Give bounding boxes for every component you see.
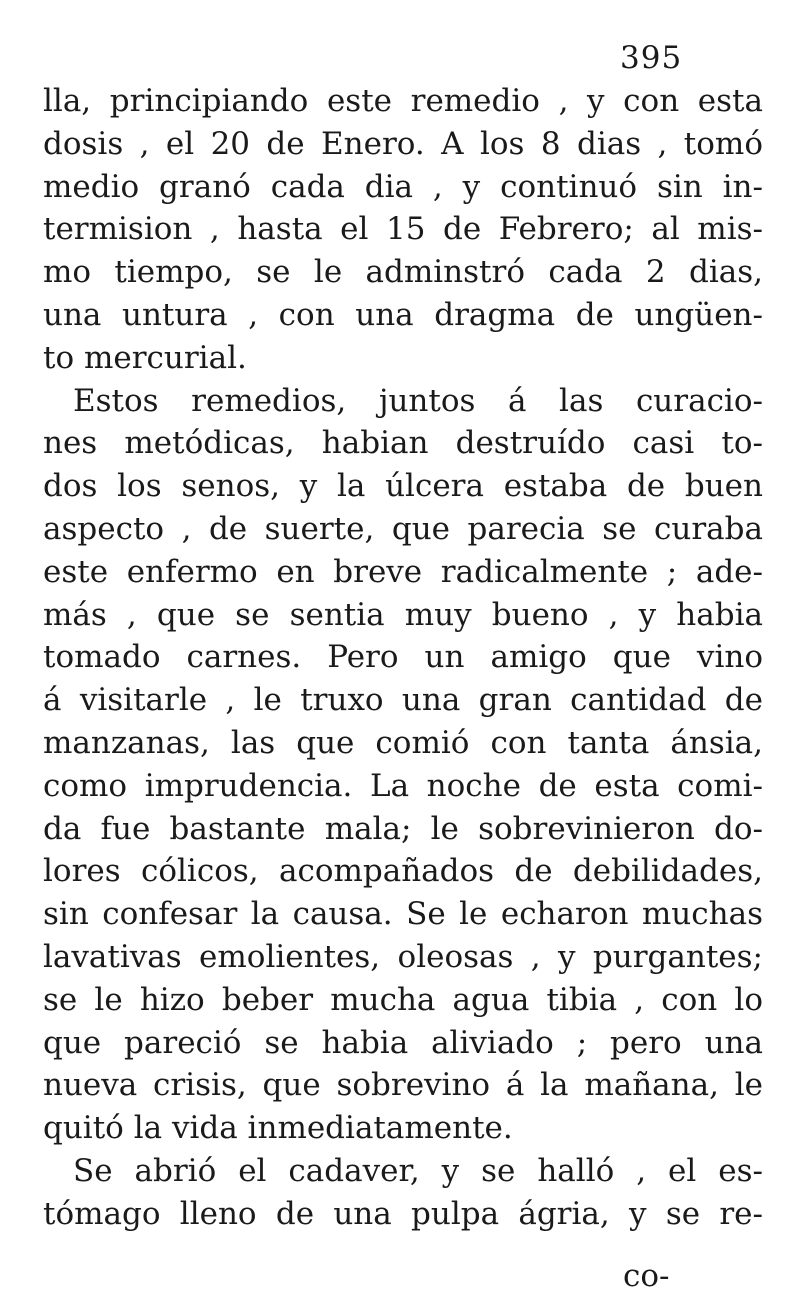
text-line: aspecto , de suerte, que parecia se curaba <box>43 510 763 547</box>
text-line: nueva crisis, que sobrevino á la mañana, le <box>43 1067 763 1104</box>
text-line: dosis , el 20 de Enero. A los 8 dias , tomó <box>43 125 763 162</box>
text-line: como imprudencia. La noche de esta comi- <box>43 767 763 804</box>
text-line: manzanas, las que comió con tanta ánsia, <box>43 724 763 761</box>
text-line: da fue bastante mala; le sobrevinieron do- <box>43 810 763 847</box>
text-line: lavativas emolientes, oleosas , y purgantes; <box>43 938 763 975</box>
body-text <box>43 80 763 1236</box>
text-line: tómago lleno de una pulpa ágria, y se re- <box>43 1195 763 1232</box>
text-line: á visitarle , le truxo una gran cantidad de <box>43 682 763 719</box>
text-line: este enfermo en breve radicalmente ; ade- <box>43 553 763 590</box>
text-line: sin confesar la causa. Se le echaron muchas <box>43 896 763 933</box>
text-line: una untura , con una dragma de ungüen- <box>43 296 763 333</box>
text-line: nes metódicas, habian destruído casi to- <box>43 425 763 462</box>
text-line: dos los senos, y la úlcera estaba de buen <box>43 468 763 505</box>
page-number: 395 <box>620 40 683 76</box>
text-line: Se abrió el cadaver, y se halló , el es- <box>73 1152 763 1189</box>
text-line: que pareció se habia aliviado ; pero una <box>43 1024 763 1061</box>
text-line: se le hizo beber mucha agua tibia , con lo <box>43 981 763 1018</box>
text-line: tomado carnes. Pero un amigo que vino <box>43 639 763 676</box>
text-line: Estos remedios, juntos á las curacio- <box>73 382 763 419</box>
text-line: mo tiempo, se le adminstró cada 2 dias, <box>43 254 763 291</box>
text-line: más , que se sentia muy bueno , y habia <box>43 596 763 633</box>
text-line: termision , hasta el 15 de Febrero; al mis- <box>43 211 763 248</box>
text-line: lores cólicos, acompañados de debilidades, <box>43 853 763 890</box>
catchword: co- <box>623 1258 670 1294</box>
text-line: quitó la vida inmediatamente. <box>43 1110 513 1147</box>
text-line: to mercurial. <box>43 339 247 376</box>
text-line: lla, principiando este remedio , y con esta <box>43 83 763 119</box>
text-line: medio granó cada dia , y continuó sin in- <box>43 168 763 205</box>
